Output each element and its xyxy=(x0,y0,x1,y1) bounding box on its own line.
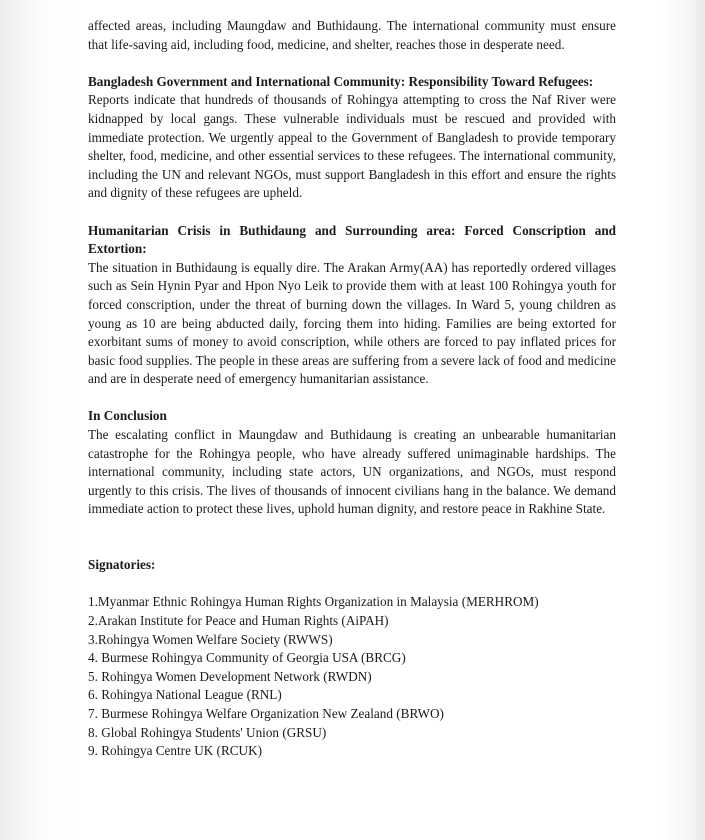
spacer xyxy=(88,389,616,408)
spacer xyxy=(88,575,616,594)
signatory-item: 5. Rohingya Women Development Network (RWDN) xyxy=(88,668,372,684)
section-heading: Bangladesh Government and International Community: Responsibility Toward Refugees: xyxy=(88,73,594,89)
signatory-item: 8. Global Rohingya Students' Union (GRSU) xyxy=(88,724,327,740)
section-body: The escalating conflict in Maungdaw and Buthidaung is creating an unbearable humanitarian catastrophe for the Rohingya people, who have already suffered unimaginable hardships. The international community, including state actors, UN organizations, and NGOs, must respond urgently to this crisis. The lives of thousands of innocent civilians hang in the balance. We demand immediate action to protect these lives, uphold human dignity, and restore peace in Rakhine State. xyxy=(88,427,616,517)
signatories-section xyxy=(88,556,616,761)
section-buthidaung-crisis xyxy=(88,222,616,389)
section-body: The situation in Buthidaung is equally dire. The Arakan Army(AA) has reportedly ordered villages such as Sein Hynin Pyar and Hpon Nyo Leik to provide them with at least 100 Rohingya youth for forced conscription, under the threat of burning down the villages. In Ward 5, young children as young as 10 are being abducted daily, forcing them into hiding. Families are being extorted for exorbitant sums of money to avoid conscription, while others are forced to pay inflated prices for basic food supplies. The people in these areas are suffering from a severe lack of food and medicine and are in desperate need of emergency humanitarian assistance. xyxy=(88,259,616,387)
signatory-item: 9. Rohingya Centre UK (RCUK) xyxy=(88,743,262,759)
spacer xyxy=(88,538,616,557)
spacer xyxy=(88,519,616,538)
signatories-title: Signatories: xyxy=(88,557,156,573)
section-bangladesh-responsibility xyxy=(88,73,616,203)
spacer xyxy=(88,54,616,73)
signatories-list xyxy=(88,593,616,760)
section-body: Reports indicate that hundreds of thousands of Rohingya attempting to cross the Naf River were kidnapped by local gangs. These vulnerable individuals must be rescued and provided with immediate protection. We urgently appeal to the Government of Bangladesh to provide temporary shelter, food, medicine, and other essential services to these refugees. The international community, including the UN and relevant NGOs, must support Bangladesh in this effort and ensure the rights and dignity of these refugees are upheld. xyxy=(88,92,616,201)
signatory-item: 2.Arakan Institute for Peace and Human Rights (AiPAH) xyxy=(88,613,389,628)
document-page xyxy=(88,17,616,761)
signatory-item: 4. Burmese Rohingya Community of Georgia USA (BRCG) xyxy=(88,650,406,666)
section-heading: Humanitarian Crisis in Buthidaung and Surrounding area: Forced Conscription and Extortion: xyxy=(88,222,616,257)
signatory-item: 1.Myanmar Ethnic Rohingya Human Rights Organization in Malaysia (MERHROM) xyxy=(88,594,539,610)
section-heading: In Conclusion xyxy=(88,408,167,424)
signatory-item: 3.Rohingya Women Welfare Society (RWWS) xyxy=(88,631,333,647)
intro-paragraph: affected areas, including Maungdaw and Buthidaung. The international community must ensure that life-saving aid, including food, medicine, and shelter, reaches those in desperate need. xyxy=(88,18,616,52)
section-conclusion xyxy=(88,407,616,519)
signatory-item: 6. Rohingya National League (RNL) xyxy=(88,687,282,703)
signatory-item: 7. Burmese Rohingya Welfare Organization New Zealand (BRWO) xyxy=(88,705,444,721)
spacer xyxy=(88,203,616,222)
